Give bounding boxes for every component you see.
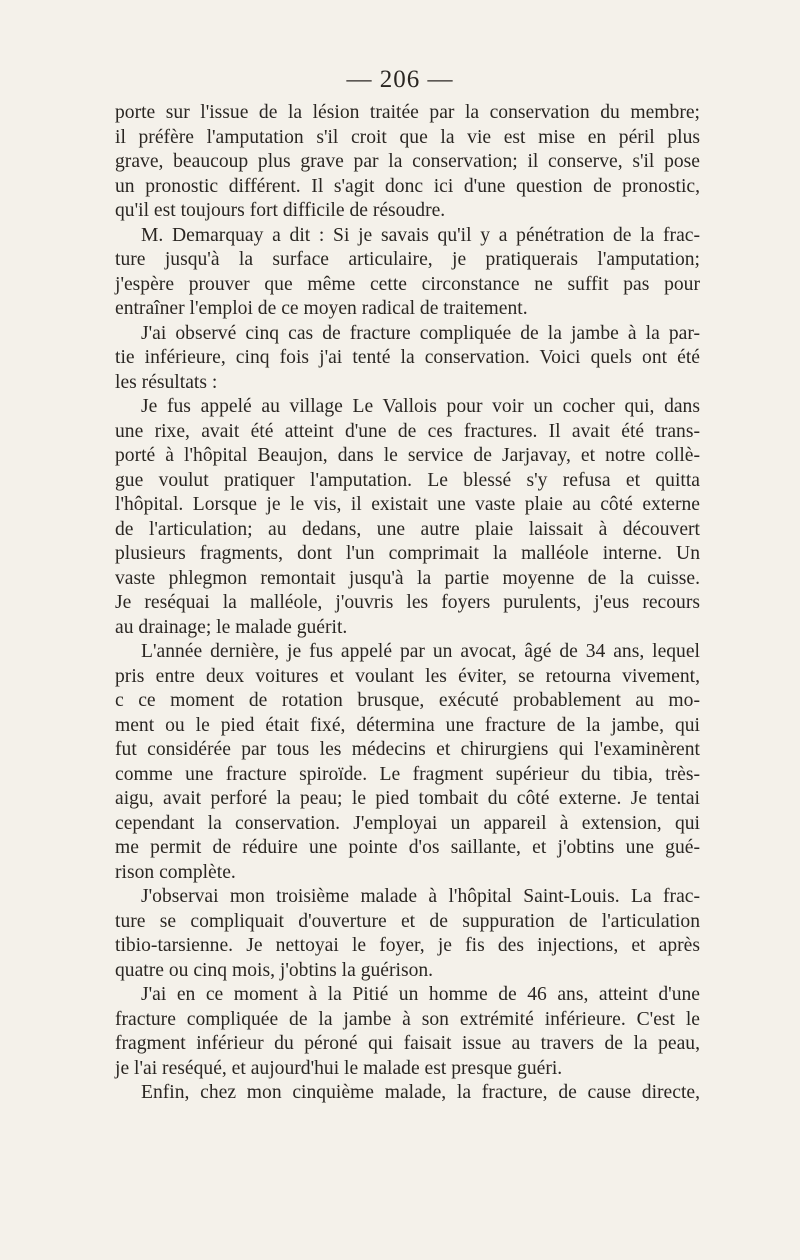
text-line: quatre ou cinq mois, j'obtins la guérison. <box>115 959 434 981</box>
text-line: aigu, avait perforé la peau; le pied tombait du côté externe. Je tentai <box>115 788 700 809</box>
text-line: plusieurs fragments, dont l'un comprimait la malléole interne. Un <box>115 543 700 564</box>
text-line: j'espère prouver que même cette circonstance ne suffit pas pour <box>115 273 700 295</box>
text-line: gue voulut pratiquer l'amputation. Le blessé s'y refusa et quitta <box>115 469 700 491</box>
text-line: les résultats : <box>115 371 218 393</box>
text-line: tie inférieure, cinq fois j'ai tenté la conservation. Voici quels ont été <box>115 347 700 368</box>
text-line: me permit de réduire une pointe d'os saillante, et j'obtins une gué- <box>115 837 700 858</box>
text-line: ture jusqu'à la surface articulaire, je pratiquerais l'amputation; <box>115 249 700 270</box>
text-line: Enfin, chez mon cinquième malade, la fracture, de cause directe, <box>141 1082 700 1103</box>
body-text <box>115 101 700 1106</box>
text-line: M. Demarquay a dit : Si je savais qu'il y a pénétration de la frac- <box>141 224 700 246</box>
text-line: c ce moment de rotation brusque, exécuté probablement au mo- <box>115 690 700 711</box>
text-line: porté à l'hôpital Beaujon, dans le service de Jarjavay, et notre collè- <box>115 445 700 466</box>
text-line: J'observai mon troisième malade à l'hôpital Saint-Louis. La frac- <box>141 886 700 907</box>
text-line: un pronostic différent. Il s'agit donc ici d'une question de pronostic, <box>115 175 700 197</box>
text-line: il préfère l'amputation s'il croit que la vie est mise en péril plus <box>115 126 700 148</box>
text-line: fragment inférieur du péroné qui faisait issue au travers de la peau, <box>115 1033 700 1054</box>
text-line: tibio-tarsienne. Je nettoyai le foyer, je fis des injections, et après <box>115 935 700 956</box>
text-line: qu'il est toujours fort difficile de résoudre. <box>115 200 446 221</box>
text-line: au drainage; le malade guérit. <box>115 616 348 638</box>
text-line: Je reséquai la malléole, j'ouvris les foyers purulents, j'eus recours <box>115 592 700 613</box>
page-number: — 206 — <box>346 66 454 93</box>
text-line: ture se compliquait d'ouverture et de suppuration de l'articulation <box>115 910 700 932</box>
text-line: L'année dernière, je fus appelé par un avocat, âgé de 34 ans, lequel <box>141 641 700 662</box>
text-line: fracture compliquée de la jambe à son extrémité inférieure. C'est le <box>115 1008 700 1030</box>
text-line: de l'articulation; au dedans, une autre plaie laissait à découvert <box>115 518 700 540</box>
text-line: pris entre deux voitures et voulant les éviter, se retourna vivement, <box>115 665 700 687</box>
text-line: porte sur l'issue de la lésion traitée par la conservation du membre; <box>115 102 700 123</box>
text-line: l'hôpital. Lorsque je le vis, il existait une vaste plaie au côté externe <box>115 494 700 515</box>
text-line: ment ou le pied était fixé, détermina une fracture de la jambe, qui <box>115 714 700 736</box>
text-line: vaste phlegmon remontait jusqu'à la partie moyenne de la cuisse. <box>115 567 700 589</box>
text-line: J'ai observé cinq cas de fracture compliquée de la jambe à la par- <box>141 322 700 344</box>
text-line: grave, beaucoup plus grave par la conservation; il conserve, s'il pose <box>115 151 700 172</box>
text-line: Je fus appelé au village Le Vallois pour voir un cocher qui, dans <box>141 396 700 417</box>
text-line: cependant la conservation. J'employai un appareil à extension, qui <box>115 812 700 834</box>
text-line: comme une fracture spiroïde. Le fragment supérieur du tibia, très- <box>115 763 700 785</box>
text-line: fut considérée par tous les médecins et chirurgiens qui l'examinèrent <box>115 739 700 760</box>
text-line: je l'ai reséqué, et aujourd'hui le malade est presque guéri. <box>115 1057 563 1079</box>
text-line: J'ai en ce moment à la Pitié un homme de 46 ans, atteint d'une <box>141 984 700 1005</box>
text-line: rison complète. <box>115 861 236 883</box>
text-line: entraîner l'emploi de ce moyen radical de traitement. <box>115 298 528 319</box>
text-line: une rixe, avait été atteint d'une de ces fractures. Il avait été trans- <box>115 420 700 442</box>
